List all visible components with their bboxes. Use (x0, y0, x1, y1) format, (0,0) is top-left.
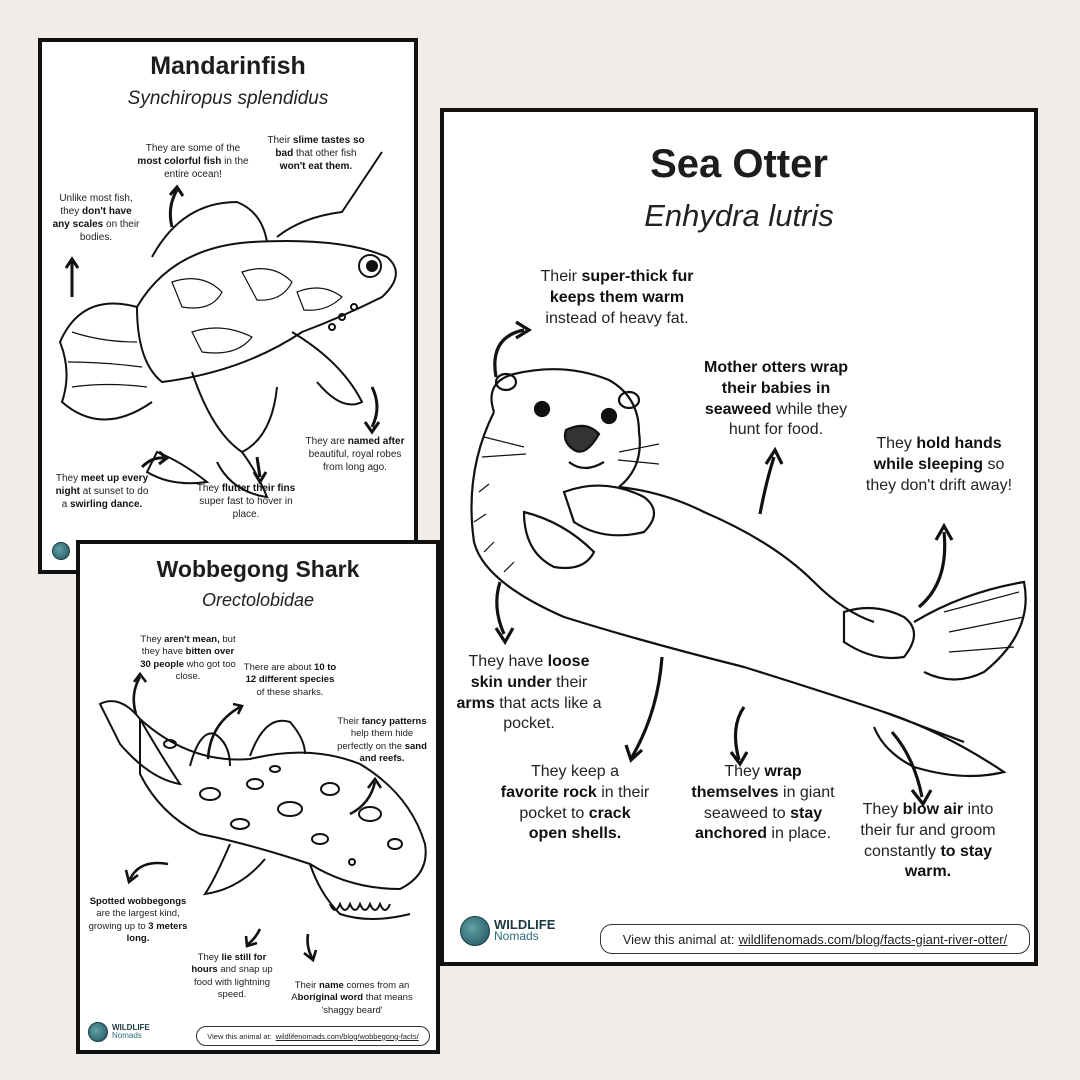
fact-seaweed: They wrap themselves in giant seaweed to stay anchored in place. (691, 763, 835, 843)
fact-blow-air: They blow air into their fur and groom constantly to stay warm. (860, 801, 996, 881)
fact-bitten: They aren't mean, but they have bitten over 30 people who got too close. (140, 634, 236, 683)
logo-line-2: Nomads (112, 1031, 142, 1040)
logo-line-1: WILDLIFE (112, 1023, 150, 1033)
fact-mother: Mother otters wrap their babies in seaweed while they hunt for food. (703, 359, 848, 439)
fact-still: They lie still for hours and snap up food with lightning speed. (191, 952, 273, 1001)
wildlife-nomads-logo-icon (52, 542, 70, 560)
fact-species: There are about 10 to 12 different species of these sharks. (243, 662, 337, 698)
scientific-name: Orectolobidae (201, 590, 315, 610)
link-url[interactable]: wildlifenomads.com/blog/facts-giant-river-otter/ (738, 931, 1008, 947)
logo-line-1: WILDLIFE (494, 917, 556, 933)
fact-dance: They meet up every night at sunset to do a swirling dance. (55, 473, 149, 510)
fact-skin: They have loose skin under their arms that acts like a pocket. (456, 653, 602, 733)
fact-rock: They keep a favorite rock in their pocket to crack open shells. (500, 763, 650, 843)
page-title: Wobbegong Shark (156, 556, 360, 582)
fact-scales: Unlike most fish, they don't have any scales on their bodies. (52, 193, 140, 243)
sea-otter-sheet (440, 108, 1038, 966)
fact-slime: Their slime tastes so bad that other fish won't eat them. (267, 135, 365, 172)
fact-patterns: Their fancy patterns help them hide perfectly on the sand and reefs. (337, 716, 427, 765)
page-title: Sea Otter (650, 142, 828, 186)
fact-colorful: They are some of the most colorful fish in the entire ocean! (137, 143, 249, 180)
wildlife-nomads-logo (460, 916, 555, 946)
wildlife-nomads-logo-icon (460, 916, 490, 946)
link-label: View this animal at: (622, 931, 735, 947)
logo-line-2: Nomads (494, 929, 539, 944)
scientific-name: Enhydra lutris (644, 198, 834, 233)
link-label: View this animal at: (207, 1031, 272, 1041)
fact-fur: Their super-thick fur keeps them warm instead of heavy fat. (540, 268, 694, 327)
scientific-name: Synchiropus splendidus (127, 88, 329, 109)
fact-hands: They hold hands while sleeping so they don't drift away! (865, 435, 1013, 494)
fact-flutter: They flutter their fins super fast to hover in place. (196, 483, 296, 520)
mandarinfish-sheet (38, 38, 418, 574)
wildlife-nomads-logo (88, 1022, 150, 1042)
link-url[interactable]: wildlifenomads.com/blog/wobbegong-facts/ (275, 1031, 419, 1041)
wildlife-nomads-logo-icon (88, 1022, 108, 1042)
animal-link[interactable] (600, 924, 1030, 954)
fact-name: Their name comes from an Aboriginal word that means 'shaggy beard' (291, 980, 413, 1016)
fact-spotted: Spotted wobbegongs are the largest kind, growing up to 3 meters long. (88, 896, 188, 945)
fact-named: They are named after beautiful, royal robes from long ago. (305, 436, 405, 473)
wobbegong-sheet (76, 540, 440, 1054)
page-title: Mandarinfish (150, 52, 306, 80)
animal-link[interactable] (196, 1026, 430, 1046)
